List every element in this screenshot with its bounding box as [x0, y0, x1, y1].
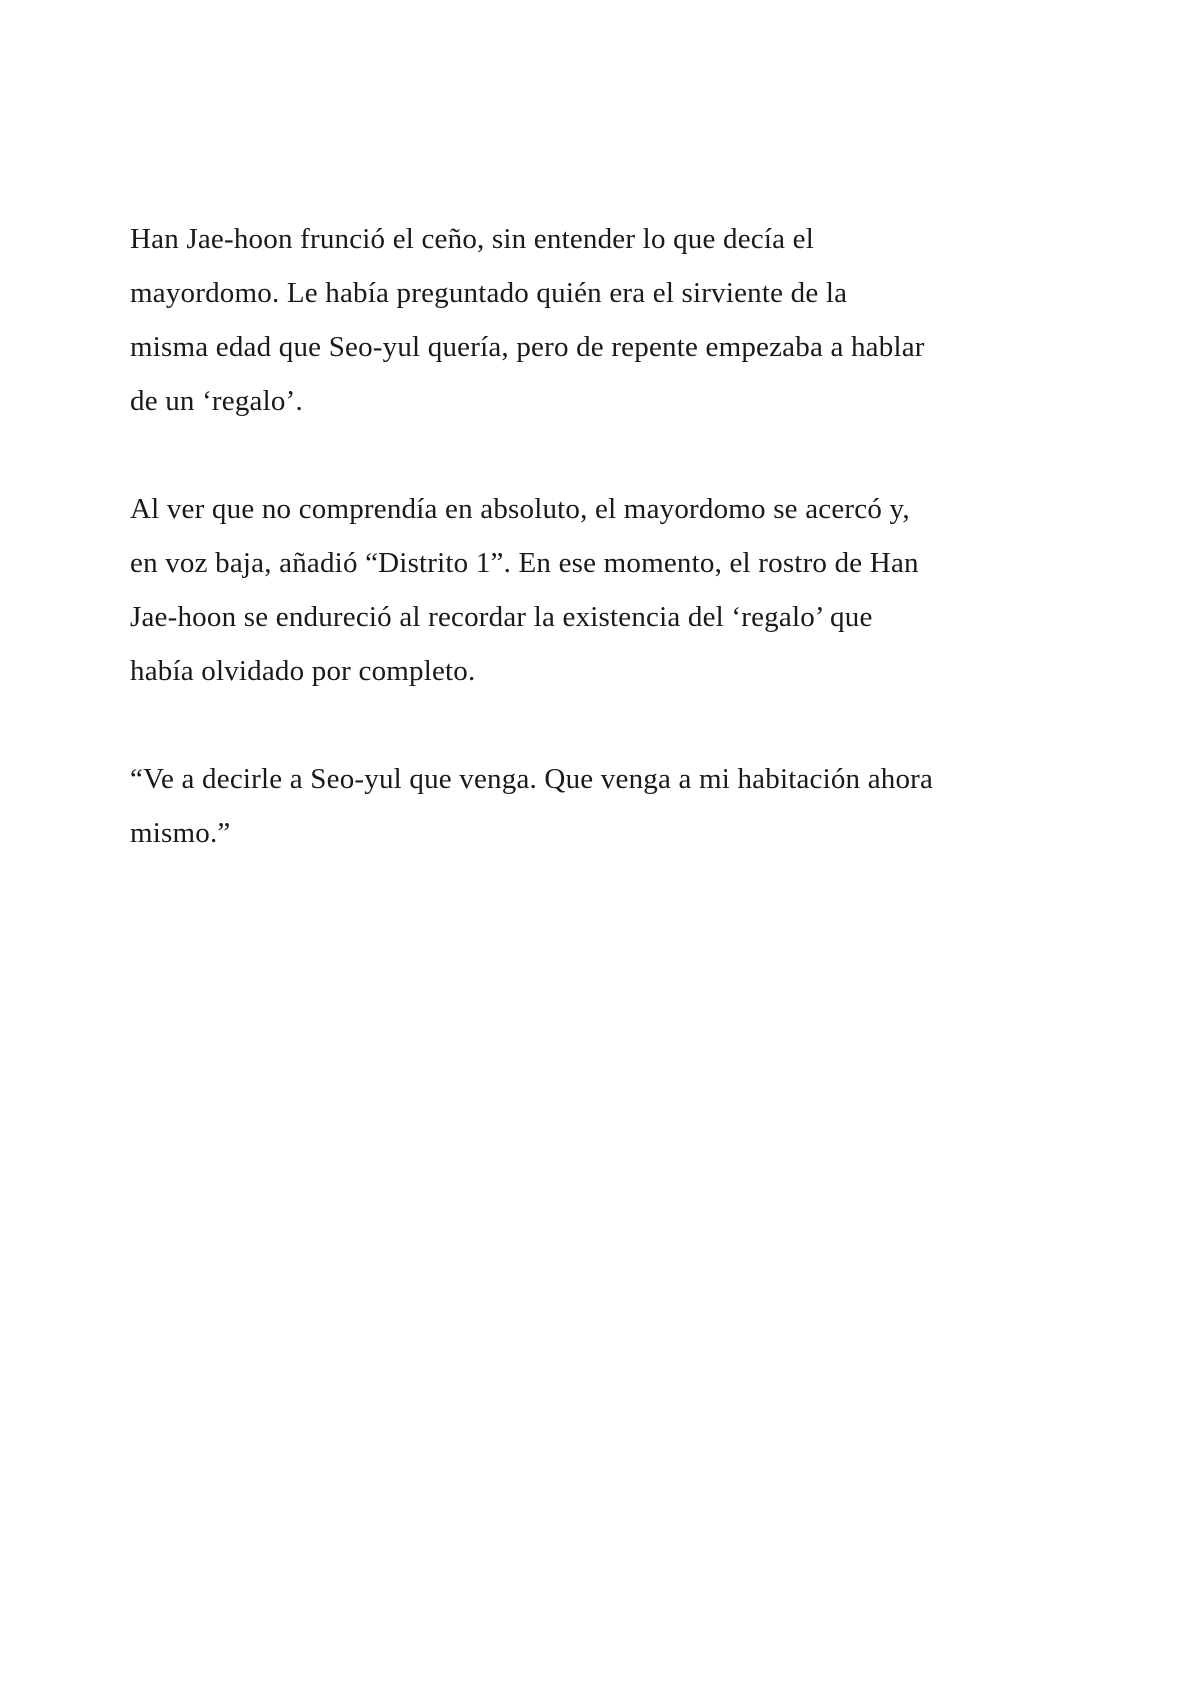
paragraph-3 — [130, 752, 1090, 860]
text-line: misma edad que Seo-yul quería, pero de repente empezaba a hablar — [130, 331, 925, 363]
text-line: “Ve a decirle a Seo-yul que venga. Que venga a mi habitación ahora — [130, 763, 934, 795]
text-line: Al ver que no comprendía en absoluto, el mayordomo se acercó y, — [130, 493, 910, 525]
paragraph-2 — [130, 482, 1090, 698]
paragraph-1 — [130, 212, 1090, 428]
text-line: había olvidado por completo. — [130, 655, 476, 687]
text-line: Han Jae-hoon frunció el ceño, sin entender lo que decía el — [130, 223, 814, 255]
document-page — [130, 212, 1090, 914]
text-line: en voz baja, añadió “Distrito 1”. En ese momento, el rostro de Han — [130, 547, 919, 579]
text-line: Jae-hoon se endureció al recordar la existencia del ‘regalo’ que — [130, 601, 873, 633]
text-line: de un ‘regalo’. — [130, 385, 303, 417]
text-line: mismo.” — [130, 817, 231, 849]
text-line: mayordomo. Le había preguntado quién era el sirviente de la — [130, 277, 848, 309]
